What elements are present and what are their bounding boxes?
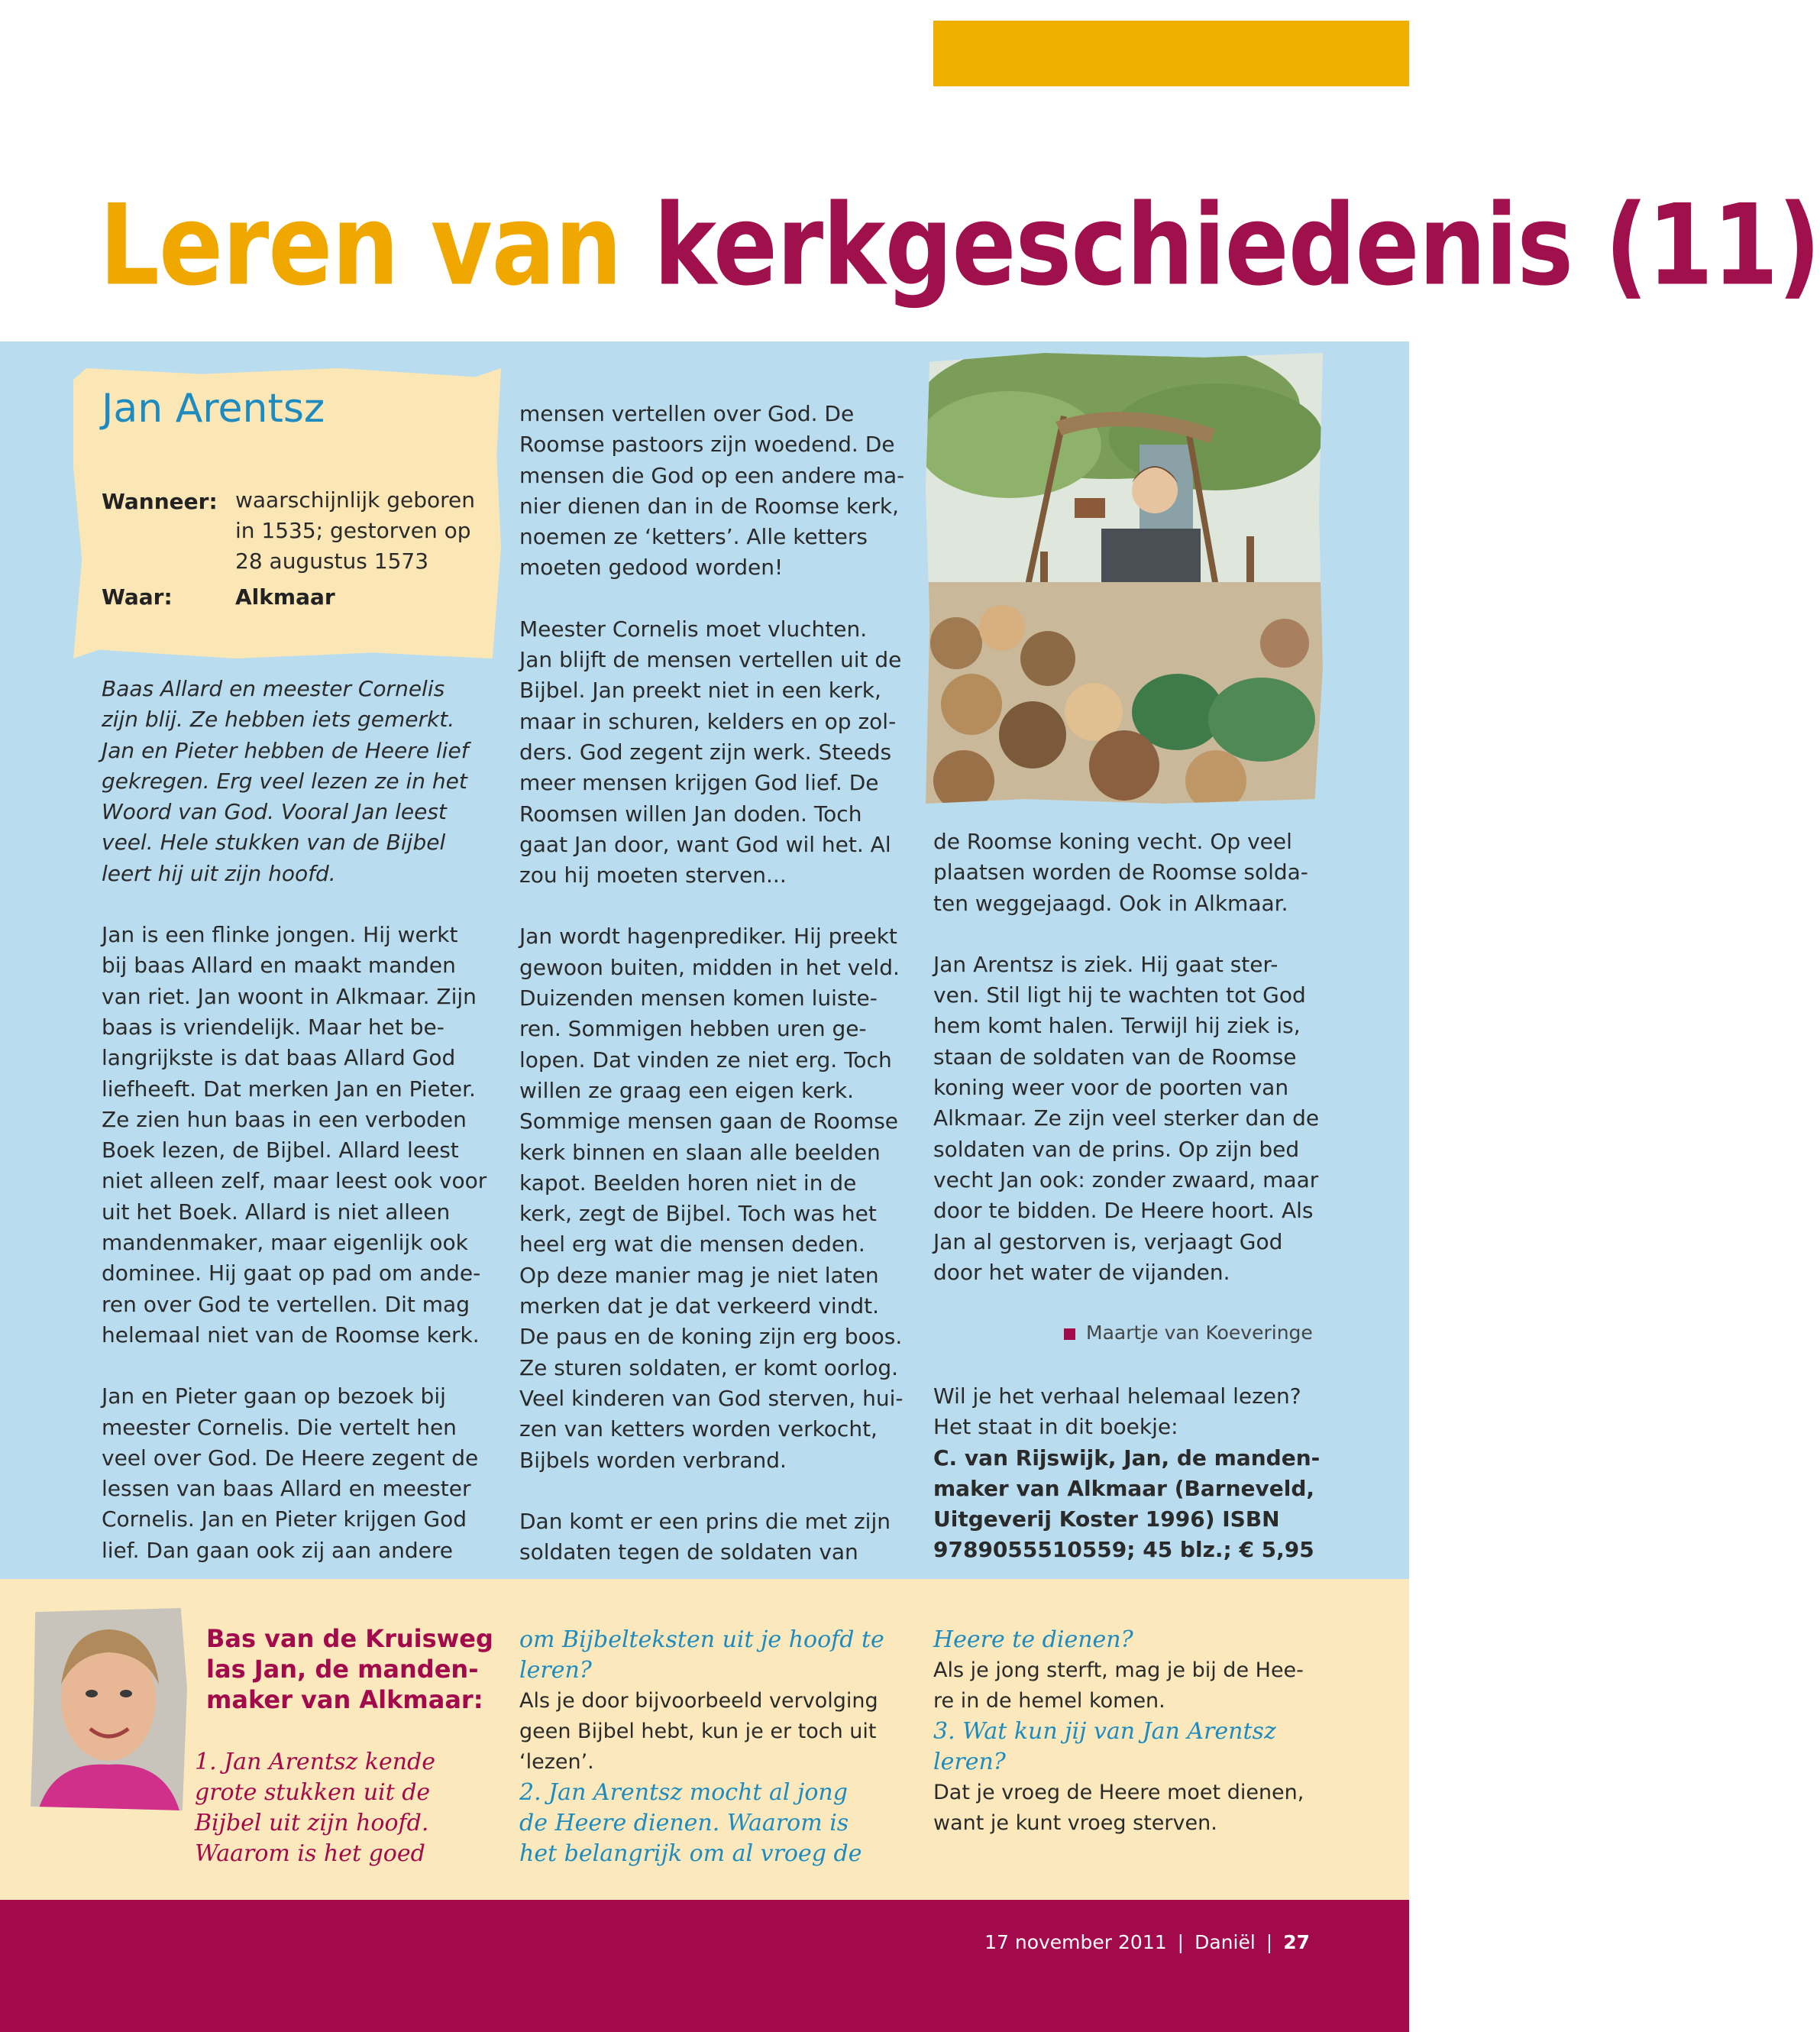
paragraph: Jan Arentsz is ziek. Hij gaat ster- ven. Stil ligt hij te wachten tot God hem komt halen. Terwijl hij ziek is, staan de soldaten van de Roomse koning weer voor de poorten van Alkmaar. Ze zijn veel sterker dan de soldaten van de prins. Op zijn bed vecht Jan ook: zonder zwaard, maar door te bidden. De Heere hoort. Als Jan al gestorven is, verjaagt God door het water de vijanden. [933,951,1320,1285]
footer-bar [0,1900,1409,2032]
where-label: Waar: [102,584,173,610]
qa-column-2: om Bijbelteksten uit je hoofd te leren? Als je door bijvoorbeeld vervolging geen Bijbel hebt, kun je er toch uit ‘lezen’. 2. Jan Arentsz mocht al jong de Heere dienen. Waarom is het belangrijk om al vroeg de [519,1626,884,1867]
title-part-1: Leren van [99,181,622,311]
paragraph: de Roomse koning vecht. Op veel plaatsen worden de Roomse solda- ten weggejaagd. Ook in Alkmaar. [933,829,1308,916]
avatar [31,1608,187,1810]
when-label: Wanneer: [102,489,218,514]
paragraph: Jan wordt hagenprediker. Hij preekt gewoon buiten, midden in het veld. Duizenden mensen komen luiste- ren. Sommigen hebben uren ge- lopen. Dat vinden ze niet erg. Toch willen ze graag een eigen kerk. Sommige mensen gaan de Roomse kerk binnen en slaan alle beelden kapot. Beelden horen niet in de kerk, zegt de Bijbel. Toch was het heel erg wat die mensen deden. Op deze manier mag je niet laten merken dat je dat verkeerd vindt. De paus en de koning zijn erg boos. Ze sturen soldaten, er komt oorlog. Veel kinderen van God sterven, hui- zen van ketters worden verkocht, Bijbels worden verbrand. [519,924,904,1473]
qa-column-3: Heere te dienen? Als je jong sterft, mag je bij de Hee- re in de hemel komen. 3. Wat kun jij van Jan Arentsz leren? Dat je vroeg de Heere moet dienen, want je kunt vroeg sterven. [933,1626,1304,1835]
column-1 [102,674,514,1566]
where-value: Alkmaar [235,584,335,610]
question-1: 1. Jan Arentsz kende grote stukken uit de Bijbel uit zijn hoofd. Waarom is het goed [195,1749,436,1867]
issue-date: 17 november 2011 [984,1931,1167,1953]
reader-photo [31,1608,187,1810]
author-credit [1064,1322,1313,1344]
when-value: waarschijnlijk geboren in 1535; gestorven op 28 augustus 1573 [235,487,475,574]
square-bullet-icon [1064,1328,1075,1340]
magazine-name: Daniël [1194,1931,1256,1953]
page-title [99,165,1820,327]
book-reference: Wil je het verhaal helemaal lezen? Het staat in dit boekje: C. van Rijswijk, Jan, de manden- maker van Alkmaar (Barneveld, Uitgeverij Koster 1996) ISBN 9789055510559; 45 blz.; € 5,95 [933,1383,1321,1563]
paragraph: Jan is een flinke jongen. Hij werkt bij baas Allard en maakt manden van riet. Jan woont in Alkmaar. Zijn baas is vriendelijk. Maar het be- langrijkste is dat baas Allard God liefheeft. Dat merken Jan en Pieter. Ze zien hun baas in een verboden Boek lezen, de Bijbel. Allard leest niet alleen zelf, maar leest ook voor uit het Boek. Allard is niet alleen mandenmaker, maar eigenlijk ook dominee. Hij gaat op pad om ande- ren over God te vertellen. Dit mag helemaal niet van de Roomse kerk. [102,922,487,1348]
column-2 [519,399,916,1568]
reader-heading: Bas van de Kruisweg las Jan, de manden- maker van Alkmaar: [206,1624,493,1714]
column-3 [933,827,1330,1288]
paragraph: mensen vertellen over God. De Roomse pastoors zijn woedend. De mensen die God op een andere ma- nier dienen dan in de Roomse kerk, noemen ze ‘ketters’. Alle ketters moeten gedood worden! [519,401,905,581]
title-part-2: kerkgeschiedenis (11) [653,181,1820,311]
intro-paragraph: Baas Allard en meester Cornelis zijn blij. Ze hebben iets gemerkt. Jan en Pieter hebben de Heere lief gekregen. Erg veel lezen ze in het Woord van God. Vooral Jan leest veel. Hele stukken van de Bijbel leert hij uit zijn hoofd. [102,676,469,886]
top-accent-bar [933,21,1409,86]
paragraph: Meester Cornelis moet vluchten. Jan blijft de mensen vertellen uit de Bijbel. Jan preekt niet in een kerk, maar in schuren, kelders en op zol- ders. God zegent zijn werk. Steeds meer mensen krijgen God lief. De Roomsen willen Jan doden. Toch gaat Jan door, want God wil het. Al zou hij moeten sterven... [519,616,902,888]
preacher-illustration [926,353,1323,804]
page-number: 27 [1283,1931,1310,1953]
paragraph: Dan komt er een prins die met zijn soldaten tegen de soldaten van [519,1508,891,1565]
person-name: Jan Arentsz [102,386,325,432]
illustration-drawing [926,353,1323,804]
footer: 17 november 2011 | Daniël | 27 [984,1931,1310,1953]
paragraph: Jan en Pieter gaan op bezoek bij meester Cornelis. Die vertelt hen veel over God. De Heere zegent de lessen van baas Allard en meester Cornelis. Jan en Pieter krijgen God lief. Dan gaan ook zij aan andere [102,1383,479,1563]
author-name: Maartje van Koeveringe [1086,1322,1313,1344]
